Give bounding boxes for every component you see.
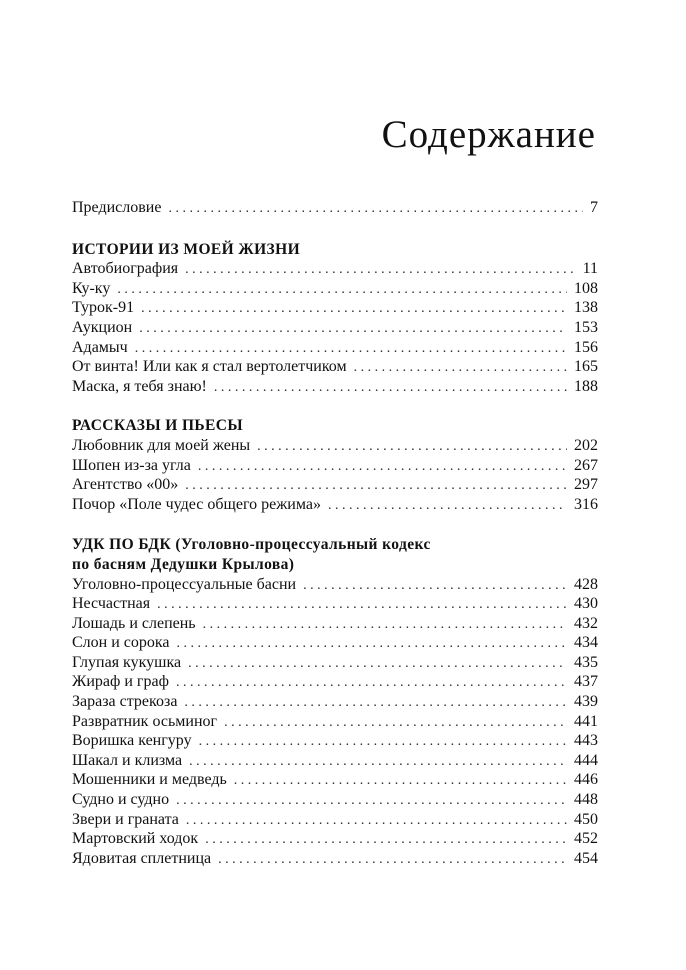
dot-leader xyxy=(203,615,567,635)
dot-leader xyxy=(177,634,567,654)
toc-entry-label: Шакал и клизма xyxy=(72,751,183,769)
toc-entry[interactable] xyxy=(72,810,598,830)
dot-leader xyxy=(185,476,567,496)
toc-entry[interactable] xyxy=(72,338,598,358)
section-heading: УДК ПО БДК (Уголовно-процессуальный кодекс xyxy=(72,536,431,554)
toc-entry-label: Слон и сорока xyxy=(72,634,170,652)
toc-page-number: 138 xyxy=(574,299,598,317)
toc-entry-label: Жираф и граф xyxy=(72,673,169,691)
dot-leader xyxy=(234,771,567,791)
toc-page-number: 439 xyxy=(574,693,598,711)
toc-page-number: 297 xyxy=(574,476,598,494)
page-title: Содержание xyxy=(381,113,596,156)
toc-entry-label: Звери и граната xyxy=(72,810,179,828)
toc-entry[interactable] xyxy=(72,475,598,495)
toc-page-number: 267 xyxy=(574,456,598,474)
dot-leader xyxy=(168,199,583,219)
toc-entry-label: Ку-ку xyxy=(72,279,111,297)
toc-entry-label: Автобиография xyxy=(72,260,179,278)
toc-entry-label: Турок-91 xyxy=(72,299,135,317)
dot-leader xyxy=(218,850,567,870)
toc-page-number: 448 xyxy=(574,791,598,809)
toc-page-number: 11 xyxy=(582,260,598,278)
dot-leader xyxy=(354,358,567,378)
toc-section xyxy=(72,416,598,514)
toc-entry[interactable] xyxy=(72,614,598,634)
toc-entry-label: От винта! Или как я стал вертолетчиком xyxy=(72,358,347,376)
dot-leader xyxy=(139,319,567,339)
toc-entry-label: Зараза стрекоза xyxy=(72,693,178,711)
toc-entry-label: Лошадь и слепень xyxy=(72,614,196,632)
toc-sections xyxy=(72,240,598,869)
toc-entry-label: Агентство «00» xyxy=(72,476,179,494)
toc-page-number: 156 xyxy=(574,338,598,356)
dot-leader xyxy=(328,496,567,516)
toc-page-number: 434 xyxy=(574,634,598,652)
toc-entry[interactable] xyxy=(72,357,598,377)
dot-leader xyxy=(199,732,567,752)
toc-entry[interactable] xyxy=(72,318,598,338)
toc-page-number: 432 xyxy=(574,614,598,632)
toc-entry[interactable] xyxy=(72,712,598,732)
toc-page-number: 437 xyxy=(574,673,598,691)
dot-leader xyxy=(185,260,575,280)
toc-entry-label: Мартовский ходок xyxy=(72,830,199,848)
dot-leader xyxy=(176,791,567,811)
toc-page-number: 454 xyxy=(574,849,598,867)
toc-entry[interactable] xyxy=(72,594,598,614)
dot-leader xyxy=(189,752,567,772)
toc-page-number: 441 xyxy=(574,712,598,730)
toc-page-number: 202 xyxy=(574,436,598,454)
toc-entry[interactable] xyxy=(72,829,598,849)
dot-leader xyxy=(257,437,567,457)
toc-entry-label: Любовник для моей жены xyxy=(72,436,251,454)
toc-page-number: 165 xyxy=(574,358,598,376)
dot-leader xyxy=(186,811,567,831)
dot-leader xyxy=(135,339,567,359)
toc-page-number: 446 xyxy=(574,771,598,789)
toc-entry[interactable] xyxy=(72,633,598,653)
toc-entry[interactable] xyxy=(72,575,598,595)
section-heading: ИСТОРИИ ИЗ МОЕЙ ЖИЗНИ xyxy=(72,240,301,258)
toc-entry[interactable] xyxy=(72,751,598,771)
toc-entry[interactable] xyxy=(72,279,598,299)
toc-entry-label: Воришка кенгуру xyxy=(72,732,192,750)
toc-page-number: 430 xyxy=(574,595,598,613)
toc-section xyxy=(72,535,598,868)
toc-page-number: 450 xyxy=(574,810,598,828)
section-heading: по басням Дедушки Крылова) xyxy=(72,555,295,573)
dot-leader xyxy=(214,378,567,398)
toc-page-number: 316 xyxy=(574,495,598,513)
dot-leader xyxy=(141,299,567,319)
toc-page-number: 443 xyxy=(574,732,598,750)
toc-entry[interactable] xyxy=(72,495,598,515)
toc-entry-label: Аукцион xyxy=(72,318,133,336)
toc-entry-label: Судно и судно xyxy=(72,791,170,809)
toc-entry[interactable] xyxy=(72,298,598,318)
toc-entry-label: Глупая кукушка xyxy=(72,653,182,671)
toc-page-number: 188 xyxy=(574,377,598,395)
toc-entry[interactable] xyxy=(72,436,598,456)
toc-entry-label: Шопен из-за угла xyxy=(72,456,191,474)
toc-entry[interactable] xyxy=(72,456,598,476)
toc-page-number: 153 xyxy=(574,318,598,336)
toc-entry-label: Почор «Поле чудес общего режима» xyxy=(72,495,321,513)
toc-entry[interactable] xyxy=(72,770,598,790)
dot-leader xyxy=(198,457,567,477)
toc-entry-label: Несчастная xyxy=(72,595,151,613)
toc-page-number: 444 xyxy=(574,751,598,769)
dot-leader xyxy=(303,576,567,596)
toc-entry[interactable] xyxy=(72,672,598,692)
section-heading: РАССКАЗЫ И ПЬЕСЫ xyxy=(72,417,244,435)
toc-entry-label: Предисловие xyxy=(72,199,162,216)
toc-page-number: 7 xyxy=(590,199,598,216)
dot-leader xyxy=(205,830,567,850)
toc-entry[interactable] xyxy=(72,692,598,712)
toc-page-number: 435 xyxy=(574,653,598,671)
toc-entry[interactable] xyxy=(72,377,598,397)
table-of-contents xyxy=(72,198,598,868)
dot-leader xyxy=(117,280,567,300)
toc-entry-preface[interactable] xyxy=(72,198,598,218)
toc-entry[interactable] xyxy=(72,259,598,279)
toc-page-number: 452 xyxy=(574,830,598,848)
toc-page-number: 108 xyxy=(574,279,598,297)
toc-entry-label: Уголовно-процессуальные басни xyxy=(72,575,297,593)
toc-entry-label: Адамыч xyxy=(72,338,128,356)
dot-leader xyxy=(176,673,567,693)
toc-entry[interactable] xyxy=(72,653,598,673)
toc-entry-label: Мошенники и медведь xyxy=(72,771,227,789)
toc-entry[interactable] xyxy=(72,790,598,810)
toc-entry[interactable] xyxy=(72,849,598,869)
toc-entry[interactable] xyxy=(72,731,598,751)
toc-page-number: 428 xyxy=(574,575,598,593)
dot-leader xyxy=(188,654,567,674)
toc-section xyxy=(72,240,598,397)
toc-entry-label: Маска, я тебя знаю! xyxy=(72,377,207,395)
dot-leader xyxy=(224,713,567,733)
toc-entry-label: Ядовитая сплетница xyxy=(72,849,212,867)
dot-leader xyxy=(157,595,567,615)
toc-entry-label: Развратник осьминог xyxy=(72,712,218,730)
dot-leader xyxy=(184,693,567,713)
